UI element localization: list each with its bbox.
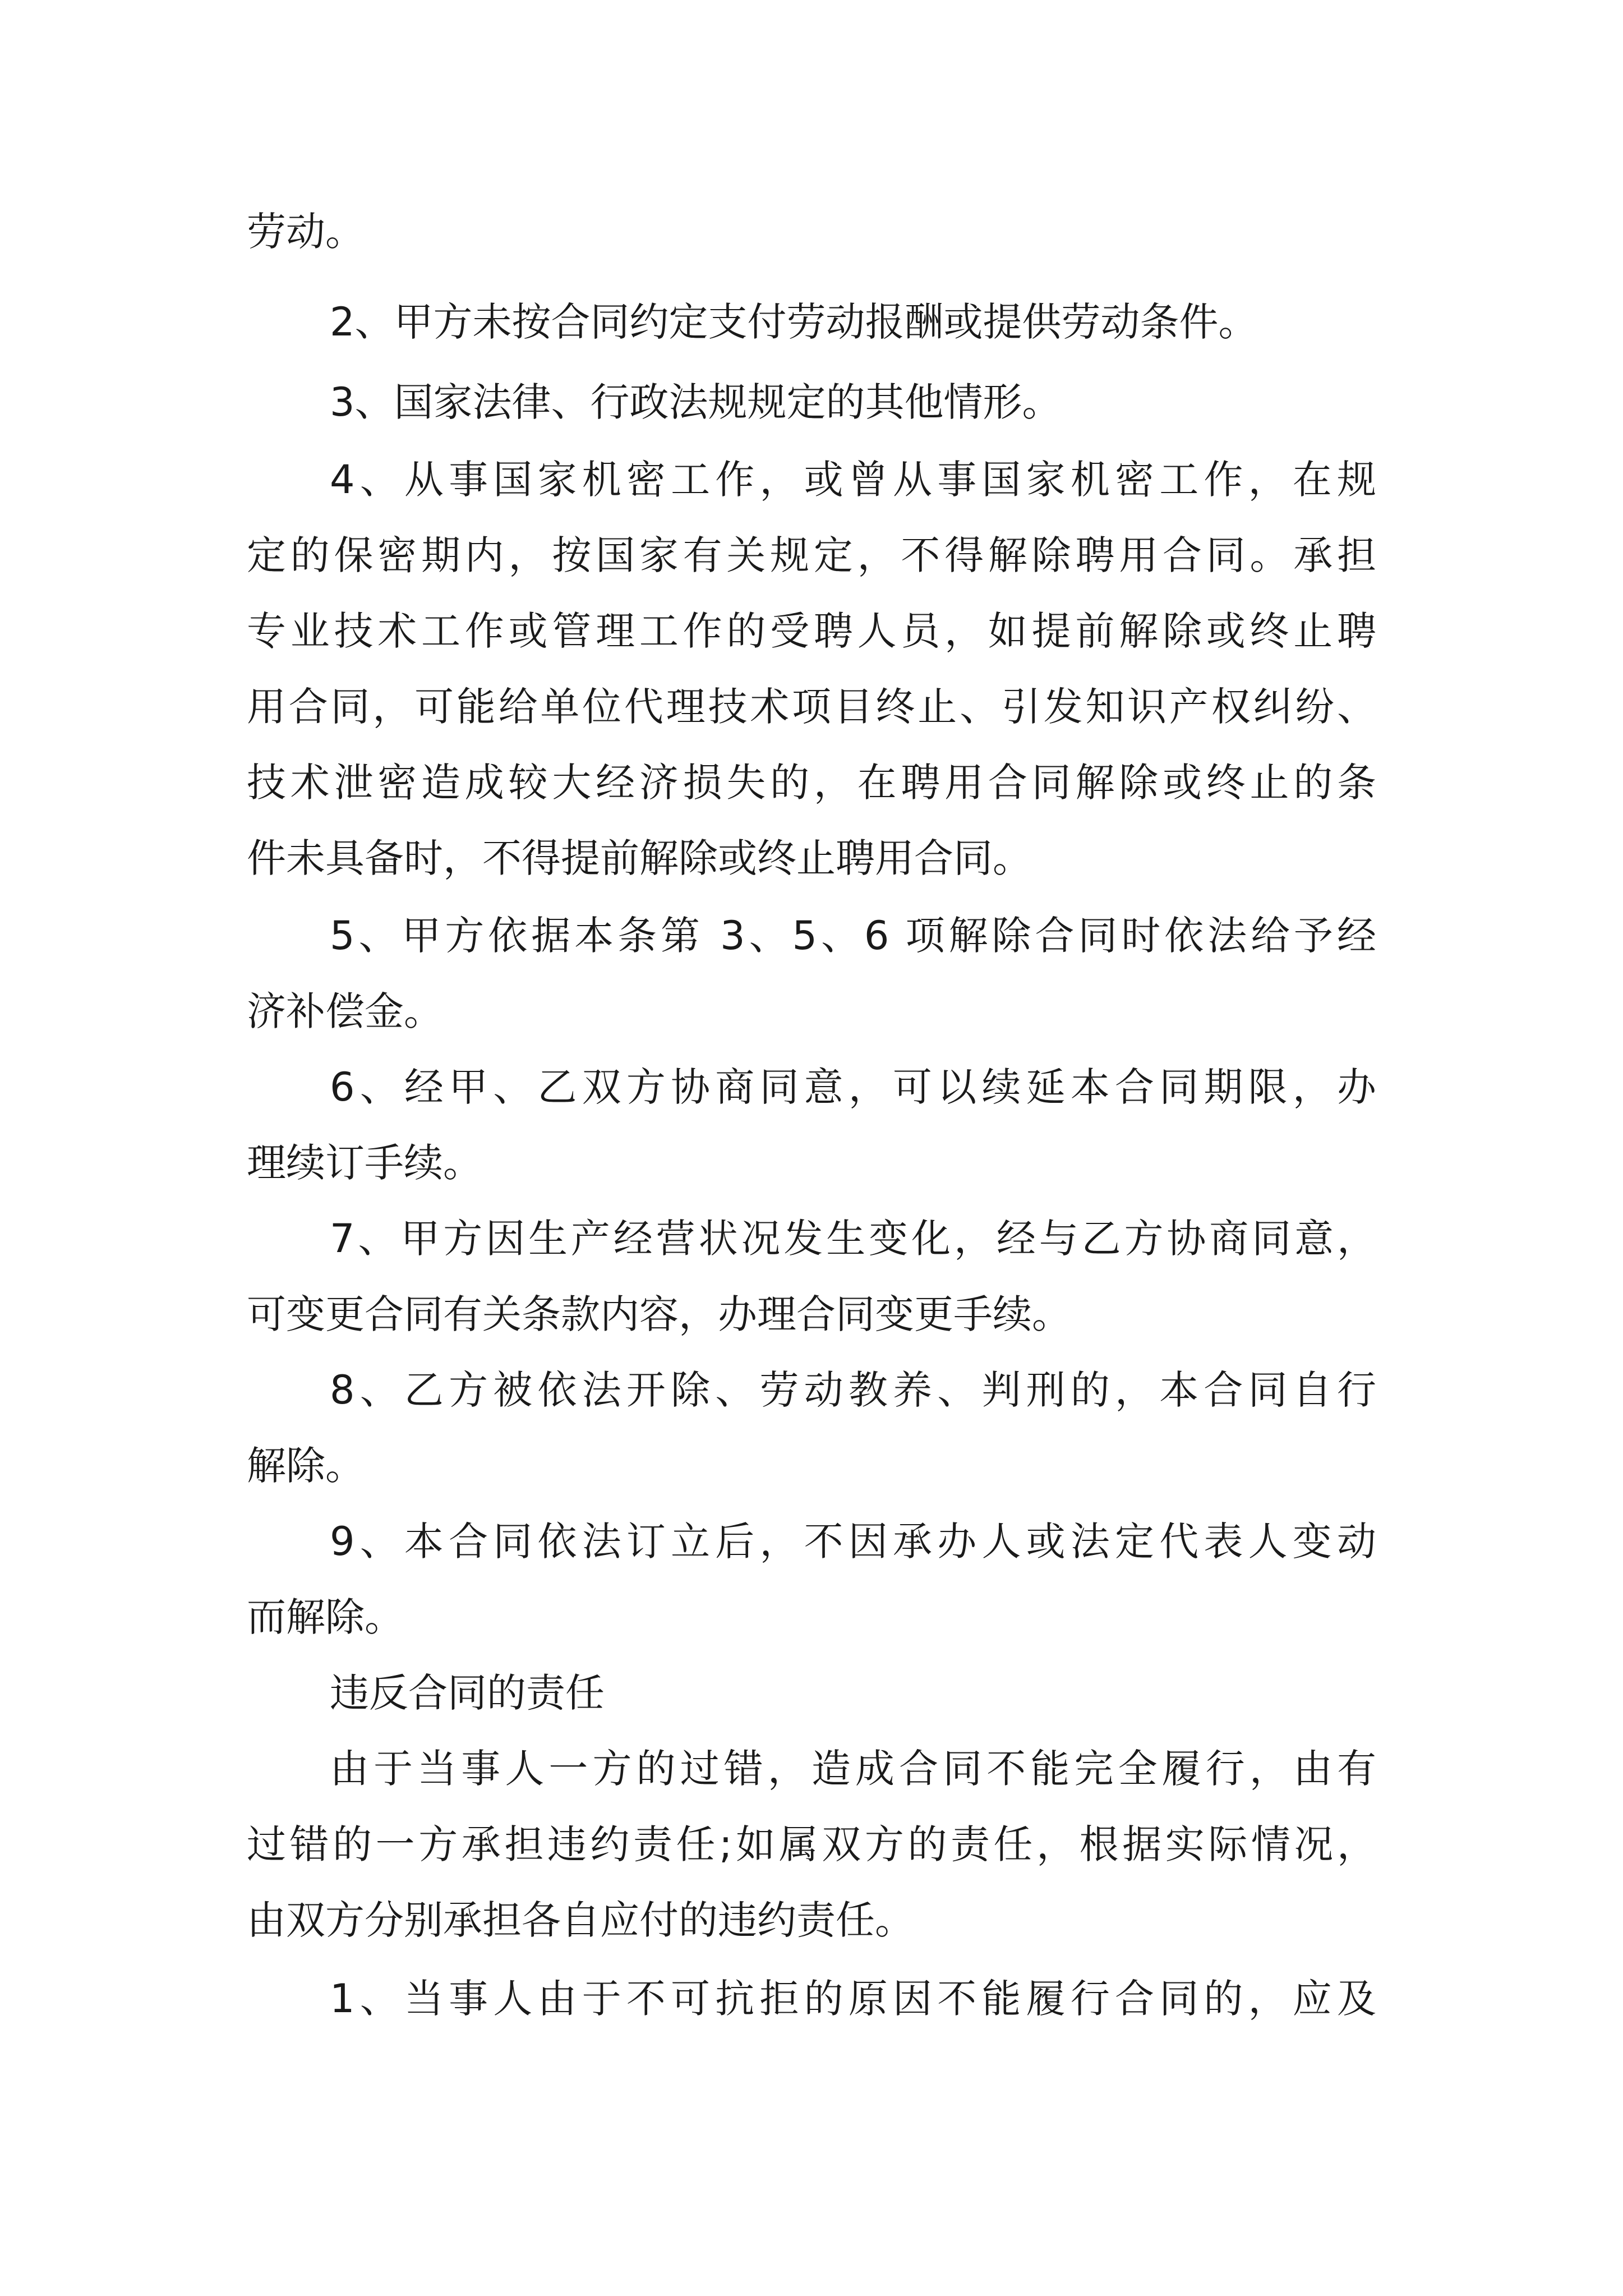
- text-line: 7、甲方因生产经营状况发生变化，经与乙方协商同意，: [330, 1216, 1376, 1262]
- text-line: 由于当事人一方的过错，造成合同不能完全履行，由有: [330, 1746, 1376, 1792]
- text-line: 过错的一方承担违约责任;如属双方的责任，根据实际情况，: [247, 1821, 1376, 1867]
- text-line: 6、经甲、乙双方协商同意，可以续延本合同期限，办: [330, 1064, 1376, 1110]
- text-line: 8、乙方被依法开除、劳动教养、判刑的，本合同自行: [330, 1367, 1376, 1413]
- text-line: 而解除。: [247, 1594, 404, 1640]
- text-line: 2、甲方未按合同约定支付劳动报酬或提供劳动条件。: [330, 299, 1258, 345]
- text-line: 3、国家法律、行政法规规定的其他情形。: [330, 379, 1062, 425]
- text-line: 专业技术工作或管理工作的受聘人员，如提前解除或终止聘: [247, 608, 1376, 654]
- text-line: 定的保密期内，按国家有关规定，不得解除聘用合同。承担: [247, 532, 1376, 578]
- text-line: 可变更合同有关条款内容，办理合同变更手续。: [247, 1291, 1071, 1337]
- text-line: 1、当事人由于不可抗拒的原因不能履行合同的，应及: [330, 1976, 1376, 2022]
- text-line: 劳动。: [247, 209, 365, 255]
- text-line: 用合同，可能给单位代理技术项目终止、引发知识产权纠纷、: [247, 684, 1376, 730]
- text-line: 5、甲方依据本条第 3、5、6 项解除合同时依法给予经: [330, 913, 1376, 959]
- text-line: 理续订手续。: [247, 1140, 482, 1186]
- text-line: 由双方分别承担各自应付的违约责任。: [247, 1897, 914, 1943]
- text-line: 技术泄密造成较大经济损失的，在聘用合同解除或终止的条: [247, 760, 1376, 806]
- section-heading: 违反合同的责任: [330, 1670, 605, 1716]
- text-line: 解除。: [247, 1443, 365, 1489]
- text-line: 4、从事国家机密工作，或曾从事国家机密工作，在规: [330, 457, 1376, 503]
- text-line: 件未具备时，不得提前解除或终止聘用合同。: [247, 835, 1032, 881]
- text-line: 济补偿金。: [247, 988, 443, 1034]
- text-line: 9、本合同依法订立后，不因承办人或法定代表人变动: [330, 1519, 1376, 1565]
